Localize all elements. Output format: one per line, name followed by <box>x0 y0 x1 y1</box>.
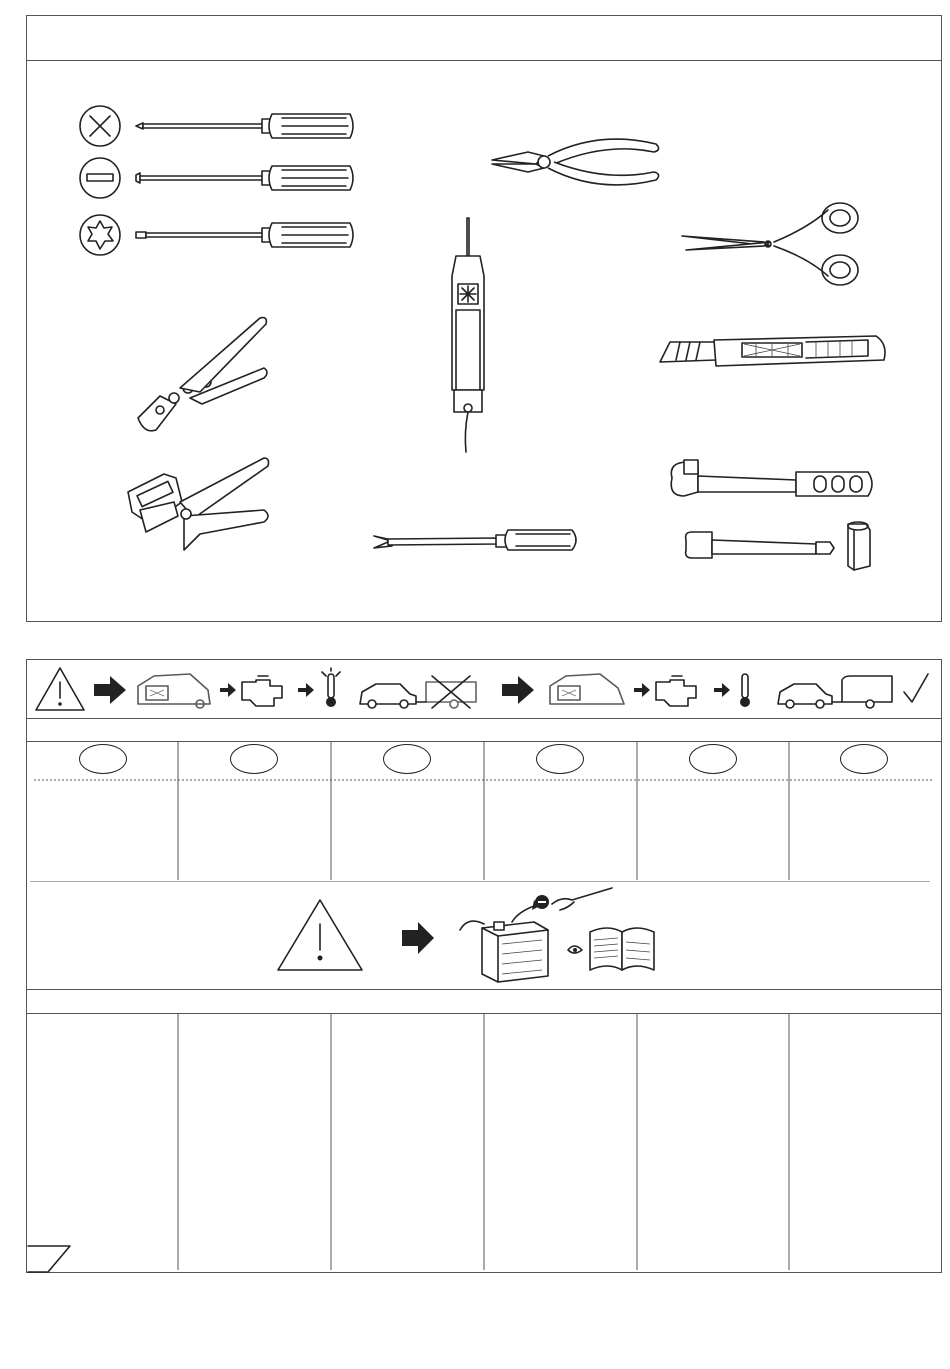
trailer-icon <box>426 682 476 708</box>
tools-panel-header <box>26 15 942 61</box>
crimping-pliers <box>130 312 280 438</box>
arrow-right-icon <box>634 683 650 697</box>
ratchet-wrench <box>664 456 878 506</box>
step-marker-2 <box>230 744 278 774</box>
socket-extension <box>680 518 880 574</box>
icon-strip <box>30 664 938 716</box>
phillips-screwdriver <box>78 104 358 148</box>
utility-knife <box>656 330 892 374</box>
manual-book-icon <box>590 928 654 970</box>
battery-warning-row <box>272 884 672 984</box>
engine-icon <box>656 676 696 706</box>
trailer-icon <box>842 676 892 708</box>
step-marker-6 <box>840 744 888 774</box>
wire-stripper <box>124 454 276 556</box>
arrow-right-icon <box>298 683 314 697</box>
car-icon <box>778 684 832 708</box>
flat-screwdriver <box>78 156 358 200</box>
scissors <box>678 198 868 292</box>
thermometer-icon <box>740 674 750 707</box>
lower-column-dividers <box>0 1014 950 1274</box>
warning-triangle-icon <box>278 900 362 970</box>
step-marker-4 <box>536 744 584 774</box>
arrow-right-icon <box>220 683 236 697</box>
step-marker-3 <box>383 744 431 774</box>
arrow-right-icon <box>502 676 534 704</box>
engine-icon <box>242 676 282 706</box>
trim-removal-tool <box>372 522 584 556</box>
warning-triangle-icon <box>36 668 84 710</box>
car-front-icon <box>138 674 210 708</box>
check-icon <box>904 674 928 702</box>
car-icon <box>360 684 416 708</box>
arrow-right-icon <box>402 922 434 954</box>
eye-icon <box>568 946 582 953</box>
step-column-dividers <box>0 742 950 882</box>
step-marker-1 <box>79 744 127 774</box>
lower-section-title-bar <box>26 989 942 1014</box>
thermometer-icon <box>322 668 340 707</box>
car-front-icon <box>550 674 624 704</box>
step-marker-5 <box>689 744 737 774</box>
arrow-right-icon <box>714 683 730 697</box>
voltage-tester-pen <box>440 216 500 456</box>
upper-section-title-bar <box>26 718 942 742</box>
side-cutter <box>488 130 668 194</box>
torx-screwdriver <box>78 213 358 257</box>
arrow-right-icon <box>94 676 126 704</box>
